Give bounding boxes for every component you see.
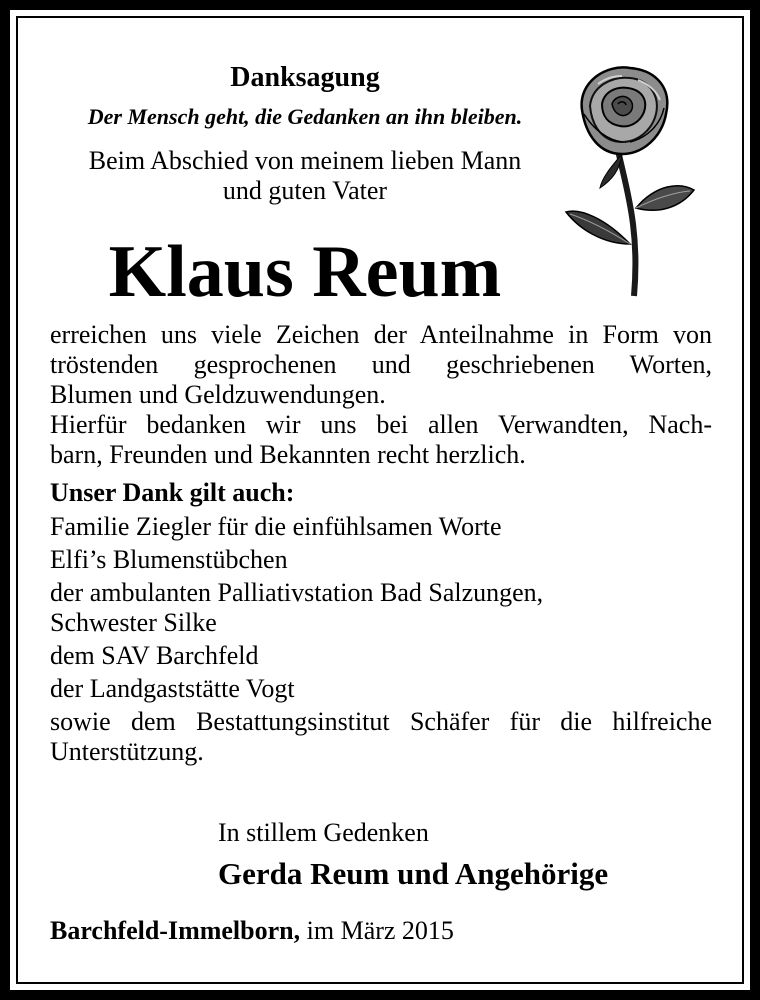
body-line: Hierfür bedanken wir uns bei allen Verwandten, Nach- xyxy=(50,410,712,439)
date: im März 2015 xyxy=(306,916,454,945)
intro-line: Beim Abschied von meinem lieben Mann xyxy=(88,146,522,175)
closing-phrase: In stillem Gedenken xyxy=(218,818,429,847)
notice-heading: Danksagung xyxy=(230,62,380,93)
list-item xyxy=(50,545,712,575)
list-item-line: sowie dem Bestattungsinstitut Schäfer für die hilfreiche xyxy=(50,707,712,736)
rose-icon xyxy=(560,58,700,298)
intro-text xyxy=(0,146,610,206)
list-item xyxy=(50,512,712,542)
list-item xyxy=(50,578,712,638)
body-line: Blumen und Geldzuwendungen. xyxy=(50,380,386,409)
list-item-line: der Landgaststätte Vogt xyxy=(50,674,295,703)
deceased-name: Klaus Reum xyxy=(108,231,502,313)
list-item-line: der ambulanten Palliativstation Bad Salzungen, xyxy=(50,578,544,607)
signers: Gerda Reum und Angehörige xyxy=(218,856,609,891)
intro-line: und guten Vater xyxy=(222,176,388,205)
list-item-line: Unterstützung. xyxy=(50,737,204,766)
place: Barchfeld-Immelborn, xyxy=(50,916,301,945)
thanks-list xyxy=(50,512,712,770)
body-line: tröstenden gesprochenen und geschriebenen Worten, xyxy=(50,350,712,379)
list-item xyxy=(50,641,712,671)
list-item-line: Schwester Silke xyxy=(50,608,217,637)
list-item xyxy=(50,707,712,767)
list-item xyxy=(50,674,712,704)
acknowledgement-text xyxy=(50,320,712,470)
list-item-line: Elfi’s Blumenstübchen xyxy=(50,545,288,574)
list-item-line: Familie Ziegler für die einfühlsamen Worte xyxy=(50,512,502,541)
thanks-heading: Unser Dank gilt auch: xyxy=(50,478,295,507)
notice-motto: Der Mensch geht, die Gedanken an ihn bleiben. xyxy=(87,104,523,129)
place-and-date xyxy=(50,916,454,946)
body-line: barn, Freunden und Bekannten recht herzlich. xyxy=(50,440,526,469)
body-line: erreichen uns viele Zeichen der Anteilnahme in Form von xyxy=(50,320,712,349)
list-item-line: dem SAV Barchfeld xyxy=(50,641,259,670)
